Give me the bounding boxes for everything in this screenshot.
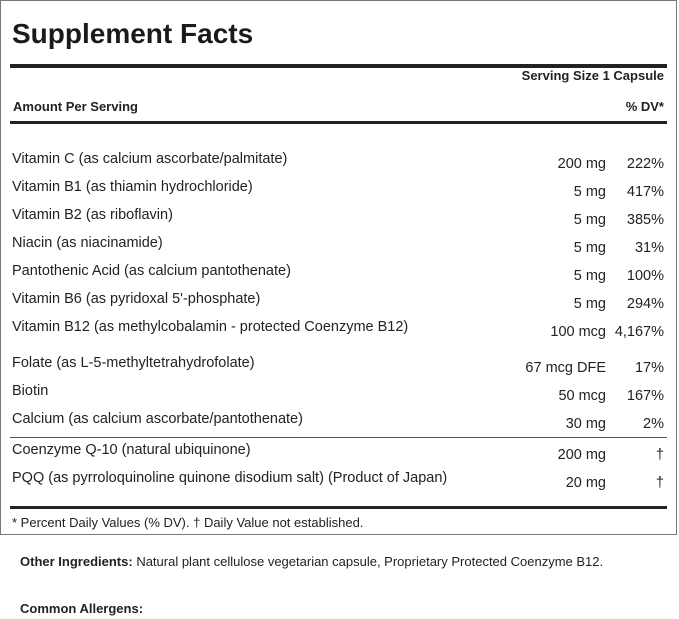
nutrient-dv: 222% bbox=[626, 156, 664, 172]
section-divider bbox=[10, 437, 667, 438]
nutrient-dv: † bbox=[655, 475, 664, 491]
nutrient-dv: 167% bbox=[626, 388, 664, 404]
nutrient-amount: 5 mg bbox=[573, 268, 606, 284]
nutrient-amount: 50 mcg bbox=[558, 388, 606, 404]
nutrient-dv: 17% bbox=[634, 360, 664, 376]
nutrient-name: Vitamin B6 (as pyridoxal 5'-phosphate) bbox=[12, 291, 261, 307]
panel-title: Supplement Facts bbox=[12, 18, 254, 49]
nutrient-amount: 200 mg bbox=[557, 447, 606, 463]
nutrient-amount: 5 mg bbox=[573, 240, 606, 256]
nutrient-name: Niacin (as niacinamide) bbox=[12, 235, 163, 251]
nutrient-amount: 100 mcg bbox=[550, 324, 606, 340]
nutrient-dv: 2% bbox=[643, 416, 664, 432]
other-ingredients-label: Other Ingredients: bbox=[20, 554, 133, 569]
nutrient-dv: 31% bbox=[634, 240, 664, 256]
nutrient-name: Pantothenic Acid (as calcium pantothenate) bbox=[12, 263, 291, 279]
nutrient-amount: 5 mg bbox=[573, 184, 606, 200]
nutrient-name: Vitamin B2 (as riboflavin) bbox=[12, 207, 173, 223]
nutrient-dv: 385% bbox=[626, 212, 664, 228]
nutrient-dv: † bbox=[655, 447, 664, 463]
dv-header: % DV* bbox=[625, 99, 664, 114]
nutrient-name: Biotin bbox=[12, 383, 49, 399]
other-ingredients-text: Natural plant cellulose vegetarian capsule, Proprietary Protected Coenzyme B12. bbox=[136, 554, 604, 569]
footer-divider bbox=[10, 506, 667, 509]
common-allergens-label: Common Allergens: bbox=[20, 601, 144, 616]
nutrient-name: Coenzyme Q-10 (natural ubiquinone) bbox=[12, 442, 251, 458]
nutrient-amount: 5 mg bbox=[573, 296, 606, 312]
nutrient-amount: 5 mg bbox=[573, 212, 606, 228]
nutrient-name: Folate (as L-5-methyltetrahydrofolate) bbox=[12, 355, 255, 371]
nutrient-amount: 30 mg bbox=[565, 416, 606, 432]
nutrient-dv: 4,167% bbox=[614, 324, 664, 340]
amount-per-serving-header: Amount Per Serving bbox=[13, 99, 138, 114]
nutrient-dv: 100% bbox=[626, 268, 664, 284]
nutrient-amount: 67 mcg DFE bbox=[525, 360, 606, 376]
nutrient-name: Vitamin B12 (as methylcobalamin - protected Coenzyme B12) bbox=[12, 319, 409, 335]
nutrient-name: Calcium (as calcium ascorbate/pantothenate) bbox=[12, 411, 303, 427]
header-divider bbox=[10, 121, 667, 124]
nutrient-dv: 417% bbox=[626, 184, 664, 200]
other-ingredients bbox=[20, 552, 660, 571]
nutrient-name: Vitamin C (as calcium ascorbate/palmitate) bbox=[12, 151, 288, 167]
nutrient-name: PQQ (as pyrroloquinoline quinone disodium salt) (Product of Japan) bbox=[12, 470, 448, 486]
nutrient-amount: 20 mg bbox=[565, 475, 606, 491]
nutrient-name: Vitamin B1 (as thiamin hydrochloride) bbox=[12, 179, 253, 195]
footnote: * Percent Daily Values (% DV). † Daily Value not established. bbox=[12, 515, 364, 530]
nutrient-dv: 294% bbox=[626, 296, 664, 312]
serving-size: Serving Size 1 Capsule bbox=[521, 68, 664, 83]
nutrient-amount: 200 mg bbox=[557, 156, 606, 172]
